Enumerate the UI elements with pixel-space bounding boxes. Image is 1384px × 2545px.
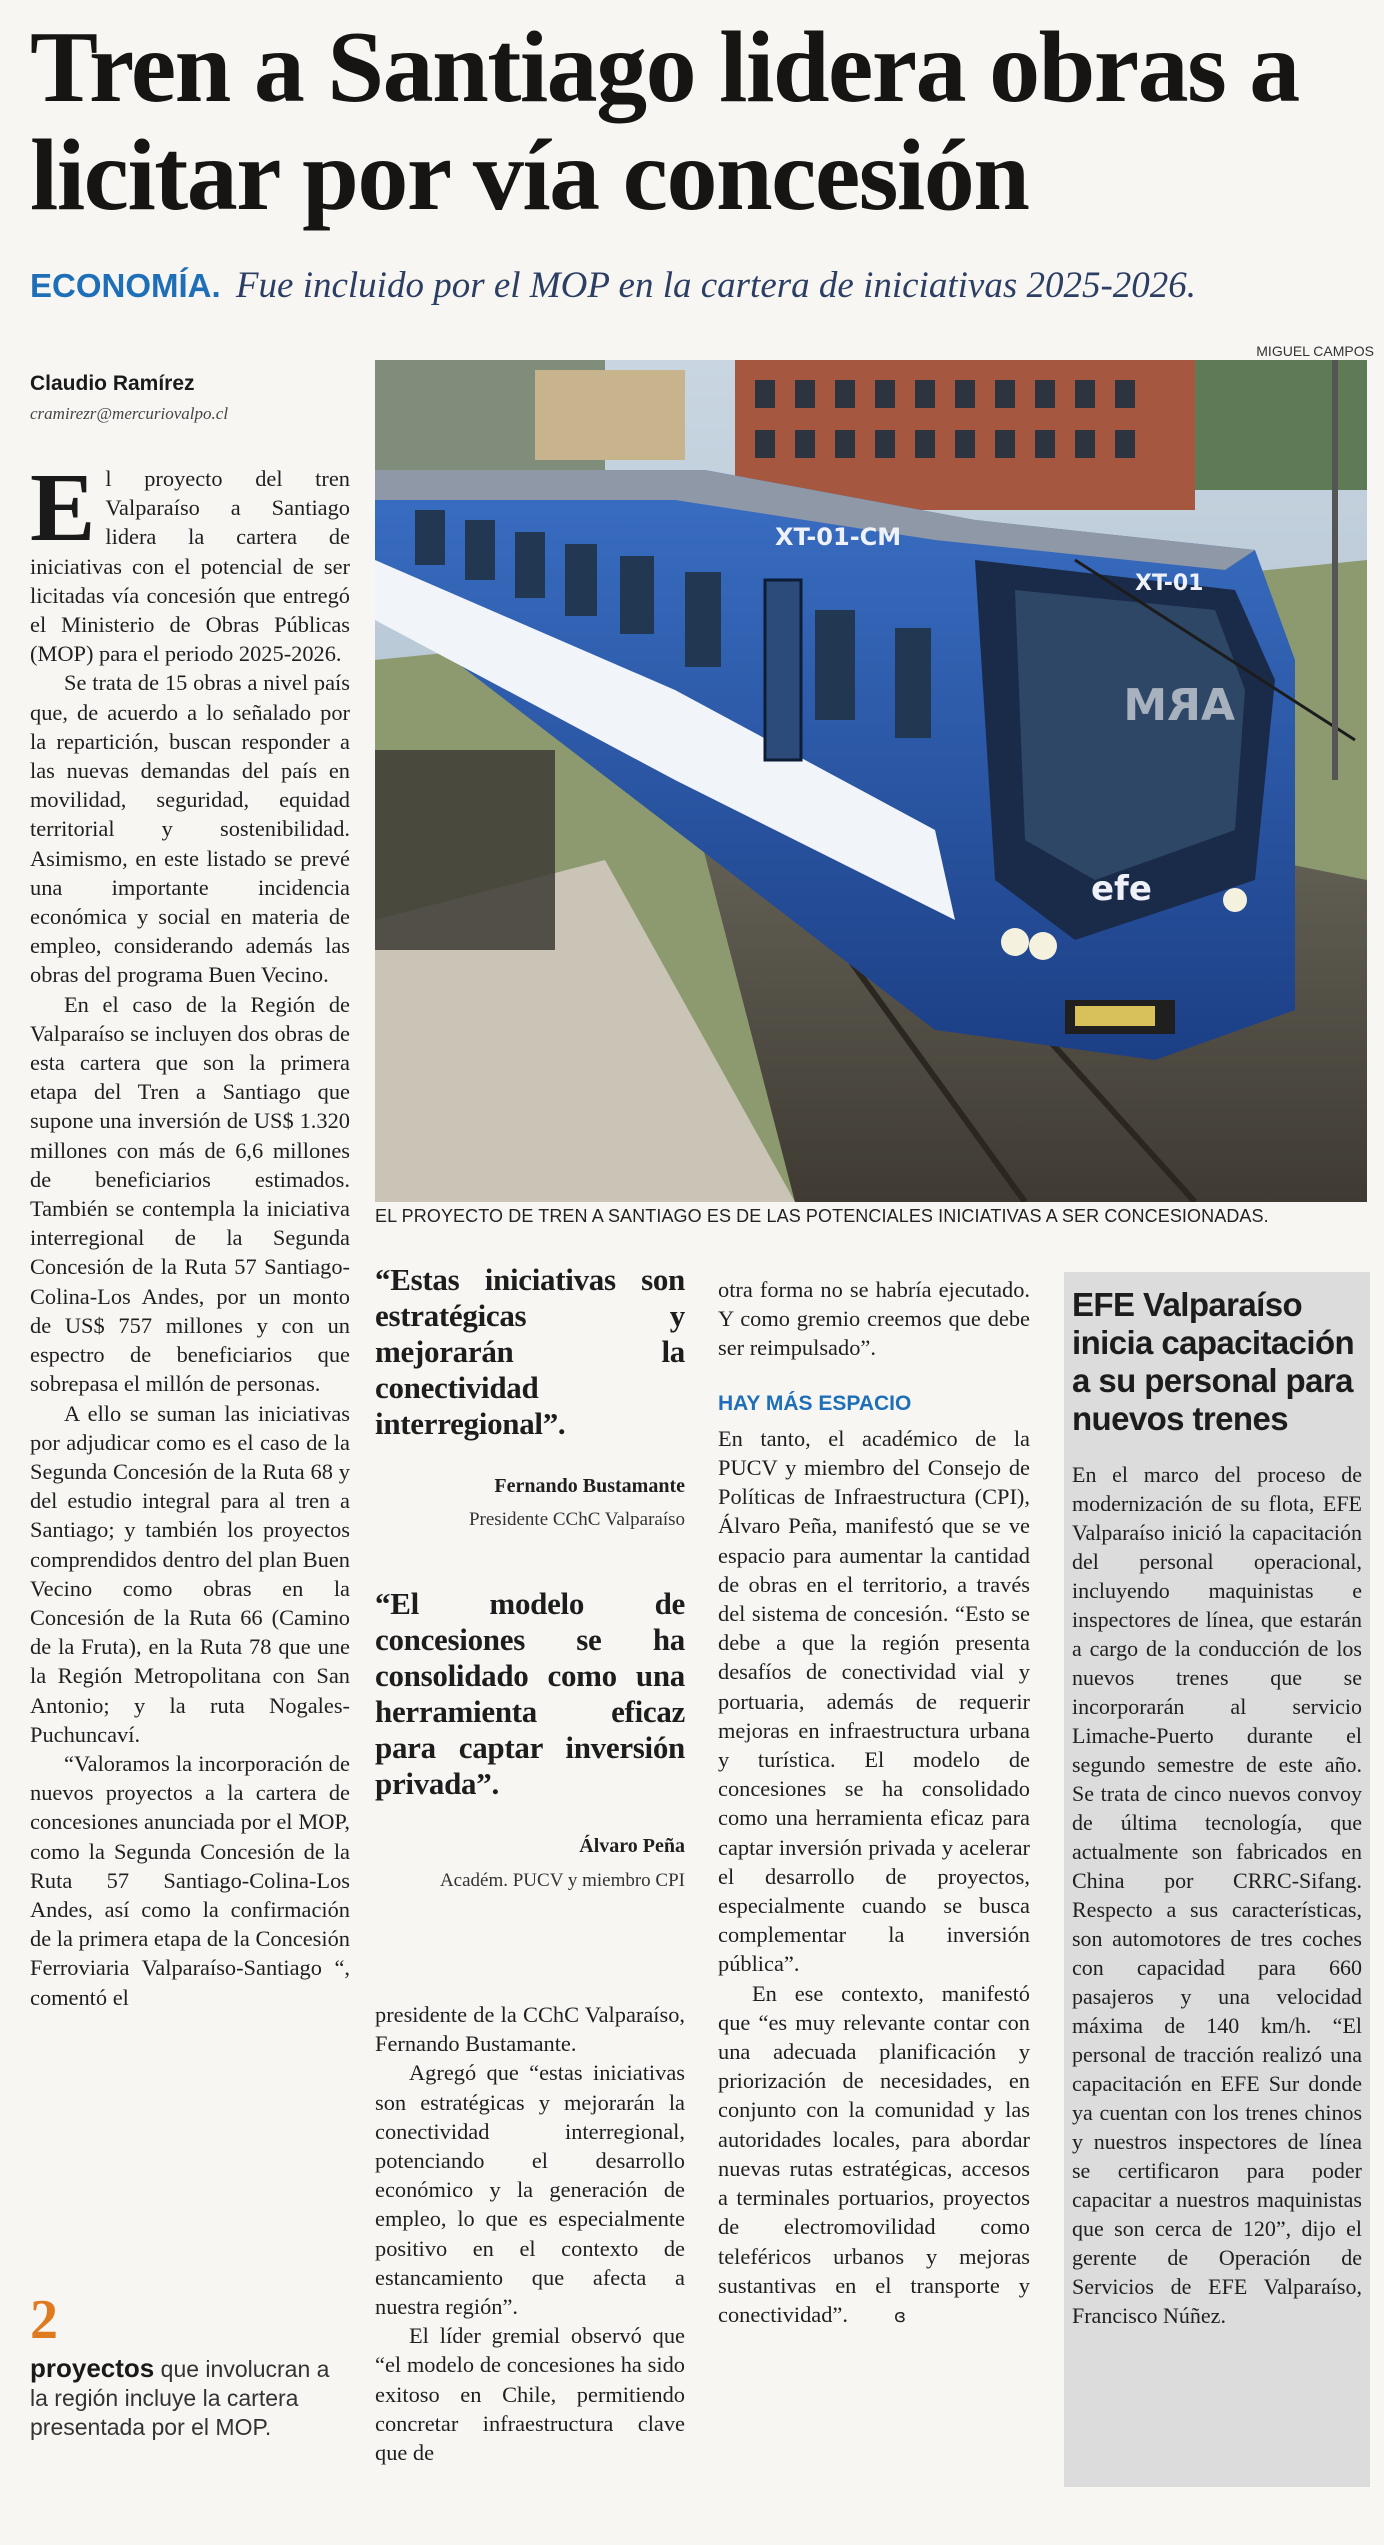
pull-quote: “Estas iniciativas son estratégicas y mejorarán la conectividad interregional”.: [375, 1262, 685, 1441]
paragraph: [718, 1979, 1030, 2331]
end-mark-icon: ɞ: [893, 2305, 906, 2327]
pull-quote: “El modelo de concesiones se ha consolidado como una herramienta eficaz para captar inversión privada”.: [375, 1586, 685, 1802]
sidebar-box: [1064, 1272, 1370, 2487]
paragraph: Agregó que “estas iniciativas son estratégicas y mejorarán la conectividad interregional, potenciando el desarrollo económico y la generación de empleo, lo que es especialmente positivo en el contexto de estancamiento que afecta a nuestra región”.: [375, 2060, 685, 2320]
stat-bold: proyectos: [30, 2353, 155, 2383]
train-id-front: XT-01: [1135, 571, 1204, 596]
paragraph-text: l proyecto del tren Valparaíso a Santiago lidera la cartera de iniciativas con el potencial de ser licitadas vía concesión que entregó el Ministerio de Obras Públicas (MOP) para el periodo 2025-2026.: [30, 466, 350, 667]
headline: Tren a Santiago lidera obras a licitar por vía concesión: [30, 11, 1299, 232]
byline: [30, 372, 350, 424]
article-column-3: [718, 1275, 1030, 2331]
subhead: [30, 262, 1370, 310]
paragraph: “Valoramos la incorporación de nuevos proyectos a la cartera de concesiones anunciada por el MOP, como la Segunda Concesión de la Ruta 57 Santiago-Colina-Los Andes, así como la confirmación de la primera etapa de la Concesión Ferroviaria Valparaíso-Santiago “, comentó el: [30, 1750, 350, 2010]
drop-cap: E: [30, 454, 96, 562]
stat-box: [30, 2290, 330, 2442]
paragraph: otra forma no se habría ejecutado. Y como gremio creemos que debe ser reimpulsado”.: [718, 1277, 1030, 1361]
section-subtitle: HAY MÁS ESPACIO: [718, 1391, 912, 1415]
photo-caption: EL PROYECTO DE TREN A SANTIAGO ES DE LAS POTENCIALES INICIATIVAS A SER CONCESIONADAS.: [375, 1206, 1269, 1226]
quote-author-role: Académ. PUCV y miembro CPI: [439, 1869, 685, 1891]
quote-author: Fernando Bustamante: [494, 1475, 685, 1497]
pull-quotes: [375, 1262, 685, 1895]
sidebar-body: En el marco del proceso de modernización de su flota, EFE Valparaíso inició la capacitación del personal operacional, incluyendo maquinistas e inspectores de línea, que estarán a cargo de la conducción de los nuevos trenes que se incorporarán al servicio Limache-Puerto durante el segundo semestre de este año. Se trata de cinco nuevos convoy de última tecnología, que actualmente son fabricados en China por CRRC-Sifang. Respecto a sus características, son automotores de tres coches con capacidad para 660 pasajeros y una velocidad máxima de 140 km/h. “El personal de tracción realizó una capacitación en EFE Sur donde ya cuentan con los trenes chinos y nuestros inspectores de línea se certificaron para poder capacitar a nuestros maquinistas que son cerca de 120”, dijo el gerente de Operación de Servicios de EFE Valparaíso, Francisco Núñez.: [1072, 1462, 1362, 2328]
author-email: cramirezr@mercuriovalpo.cl: [30, 404, 229, 423]
sidebar-title: EFE Valparaíso inicia capacitación a su personal para nuevos trenes: [1072, 1286, 1355, 1437]
paragraph: En el caso de la Región de Valparaíso se incluyen dos obras de esta cartera que son la primera etapa del Tren a Santiago que supone una inversión de US$ 1.320 millones con más de 6,6 millones de beneficiarios estimados. También se contempla la iniciativa interregional de la Segunda Concesión de la Ruta 57 Santiago-Colina-Los Andes, por un monto de US$ 757 millones y con un espectro de beneficiarios que sobrepasa el millón de personas.: [30, 991, 350, 1397]
author-name: Claudio Ramírez: [30, 372, 195, 395]
article-column-2: [375, 2000, 685, 2467]
train-id-side: XT-01-CM: [775, 523, 902, 551]
photo-credit: MIGUEL CAMPOS: [1256, 343, 1374, 359]
stat-description: que involucran a la región incluye la cartera presentada por el MOP.: [30, 2356, 330, 2440]
paragraph: [30, 454, 350, 668]
paragraph: presidente de la CChC Valparaíso, Fernando Bustamante.: [375, 2002, 685, 2057]
stat-text: [30, 2354, 330, 2442]
paragraph: Se trata de 15 obras a nivel país que, de acuerdo a lo señalado por la repartición, buscan responder a las nuevas demandas del país en movilidad, seguridad, equidad territorial y sostenibilidad. Asimismo, en este listado se prevé una importante incidencia económica y social en materia de empleo, considerando además las obras del programa Buen Vecino.: [30, 670, 350, 988]
quote-author-role: Presidente CChC Valparaíso: [468, 1509, 685, 1531]
paragraph-text: En ese contexto, manifestó que “es muy relevante contar con una adecuada planificación y priorización de necesidades, en conjunto con la comunidad y las autoridades locales, para abordar nuevas rutas estratégicas, accesos a terminales portuarios, proyectos de electromovilidad como teleféricos urbanos y mejoras sustantivas en el transporte y conectividad”.: [718, 1980, 1030, 2327]
article-column-1: [30, 454, 350, 2012]
paragraph: El líder gremial observó que “el modelo de concesiones ha sido exitoso en Chile, permitiendo concretar infraestructura clave que de: [375, 2323, 685, 2466]
paragraph: En tanto, el académico de la PUCV y miembro del Consejo de Políticas de Infraestructura (CPI), Álvaro Peña, manifestó que se ve espacio para aumentar la cantidad de obras en el territorio, a través del sistema de concesión. “Esto se debe a que la región presenta desafíos de conectividad vial y portuaria, además de requerir mejoras en infraestructura urbana y turística. El modelo de concesiones se ha consolidado como una herramienta eficaz para captar inversión privada y acelerar el desarrollo de proyectos, especialmente cuando se busca complementar la inversión pública”.: [718, 1425, 1030, 1977]
destination-sign: ARM: [1123, 680, 1235, 731]
quote-author: Álvaro Peña: [579, 1835, 685, 1858]
paragraph: A ello se suman las iniciativas por adjudicar como es el caso de la Segunda Concesión de la Ruta 68 y del estudio integral para al tren a Santiago; y también los proyectos comprendidos dentro del plan Buen Vecino como obras en la Concesión de la Ruta 66 (Camino de la Fruta), en la Ruta 78 que une la Región Metropolitana con San Antonio; y la ruta Nogales-Puchuncaví.: [30, 1400, 350, 1747]
train-photo: [375, 360, 1367, 1202]
section-kicker: ECONOMÍA.: [30, 267, 221, 304]
train-illustration: [375, 360, 1367, 1202]
subhead-text: Fue incluido por el MOP en la cartera de iniciativas 2025-2026.: [235, 265, 1197, 306]
efe-logo: efe: [1091, 869, 1152, 909]
stat-number: 2: [30, 2289, 58, 2351]
